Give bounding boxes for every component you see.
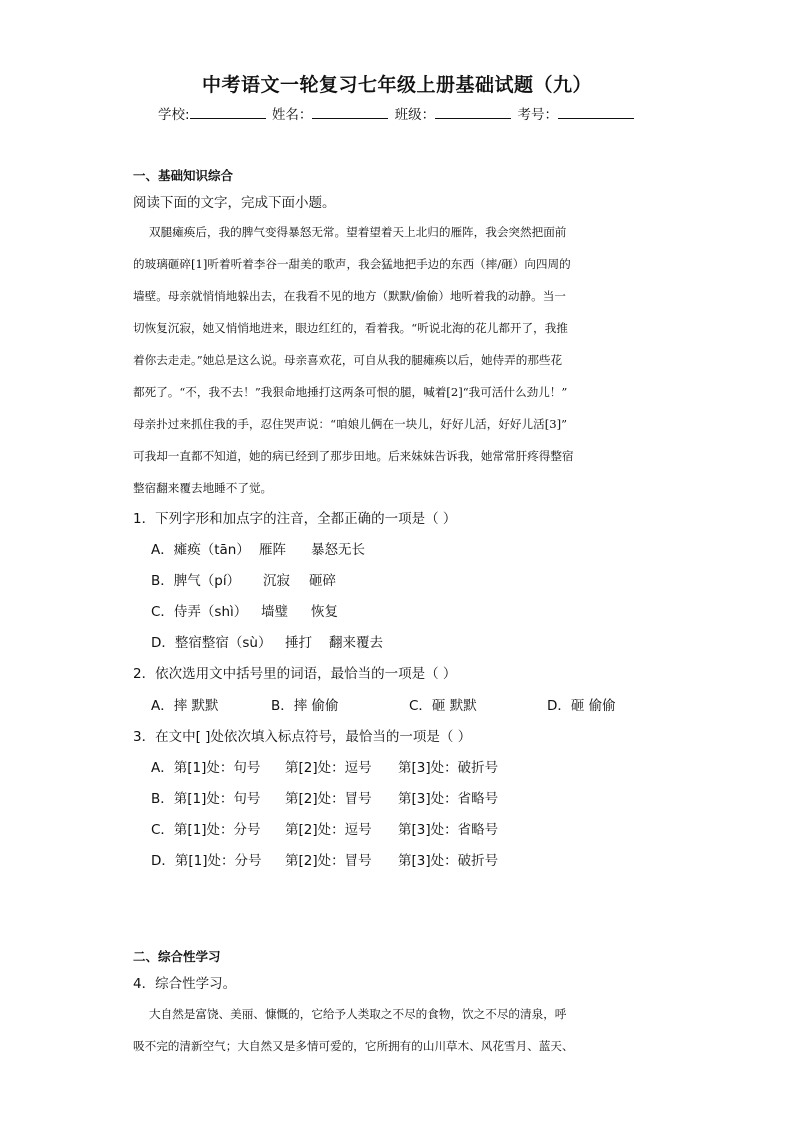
passage-line: 可我却一直都不知道，她的病已经到了那步田地。后来妹妹告诉我，她常常肝疼得整宿 [133, 449, 574, 463]
question-3-stem: 3．在文中[ ]处依次填入标点符号，最恰当的一项是（ ） [133, 729, 472, 745]
q2-option-d[interactable]: D．砸 偷偷 [547, 698, 616, 714]
question-4-stem: 4．综合性学习。 [133, 976, 237, 992]
passage-line: 大自然是富饶、美丽、慷慨的，它给予人类取之不尽的食物，饮之不尽的清泉，呼 [149, 1007, 567, 1021]
number-blank[interactable] [558, 106, 634, 119]
q3-option-c[interactable]: C．第[1]处：分号 第[2]处：逗号 第[3]处：省略号 [151, 822, 499, 838]
q2-option-b[interactable]: B．摔 偷偷 [271, 698, 339, 714]
class-blank[interactable] [435, 106, 511, 119]
q2-option-c[interactable]: C．砸 默默 [409, 698, 477, 714]
passage-line: 切恢复沉寂，她又悄悄地进来，眼边红红的，看着我。“听说北海的花儿都开了，我推 [133, 321, 568, 335]
passage-line: 母亲扑过来抓住我的手，忍住哭声说：“咱娘儿俩在一块儿，好好儿活，好好儿活[3]” [133, 417, 568, 431]
passage-line: 都死了。“不，我不去！”我狠命地捶打这两条可恨的腿，喊着[2]“我可活什么劲儿！” [133, 385, 568, 399]
name-blank[interactable] [312, 106, 388, 119]
passage-line: 着你去走走。”她总是这么说。母亲喜欢花，可自从我的腿瘫痪以后，她侍弄的那些花 [133, 353, 563, 367]
passage-line: 吸不完的清新空气；大自然又是多情可爱的，它所拥有的山川草木、风花雪月、蓝天、 [133, 1039, 574, 1053]
q2-option-a[interactable]: A．摔 默默 [151, 698, 219, 714]
section-heading-1: 一、基础知识综合 [133, 168, 234, 183]
section-heading-2: 二、综合性学习 [133, 949, 221, 964]
student-info-line [0, 103, 794, 123]
passage-line: 双腿瘫痪后，我的脾气变得暴怒无常。望着望着天上北归的雁阵，我会突然把面前 [149, 225, 567, 239]
q2-options [151, 694, 616, 714]
q3-option-a[interactable]: A．第[1]处：句号 第[2]处：逗号 第[3]处：破折号 [151, 760, 499, 776]
question-2-stem: 2．依次选用文中括号里的词语，最恰当的一项是（ ） [133, 666, 457, 682]
class-label: 班级： [394, 107, 436, 123]
name-label: 姓名： [271, 107, 313, 123]
section1-instruction: 阅读下面的文字，完成下面小题。 [133, 195, 336, 211]
q1-option-d[interactable]: D．整宿整宿（sù） 捶打 翻来覆去 [151, 635, 383, 651]
school-blank[interactable] [190, 106, 266, 119]
school-label: 学校: [158, 107, 190, 123]
question-1-stem: 1．下列字形和加点字的注音，全都正确的一项是（ ） [133, 511, 457, 527]
passage-line: 墙壁。母亲就悄悄地躲出去，在我看不见的地方（默默/偷偷）地听着我的动静。当一 [133, 289, 566, 303]
number-label: 考号： [517, 107, 558, 123]
passage-line: 的玻璃砸碎[1]听着听着李谷一甜美的歌声，我会猛地把手边的东西（摔/砸）向四周的 [133, 257, 571, 271]
page-title: 中考语文一轮复习七年级上册基础试题（九） [201, 74, 592, 96]
q1-option-b[interactable]: B．脾气（pí） 沉寂 砸碎 [151, 573, 336, 589]
q1-option-a[interactable]: A．瘫痪（tān） 雁阵 暴怒无长 [151, 542, 365, 558]
q3-option-d[interactable]: D．第[1]处：分号 第[2]处：冒号 第[3]处：破折号 [151, 853, 499, 869]
q3-option-b[interactable]: B．第[1]处：句号 第[2]处：冒号 第[3]处：省略号 [151, 791, 499, 807]
passage-line: 整宿翻来覆去地睡不了觉。 [133, 481, 273, 495]
q1-option-c[interactable]: C．侍弄（shì） 墙璧 恢复 [151, 604, 338, 620]
